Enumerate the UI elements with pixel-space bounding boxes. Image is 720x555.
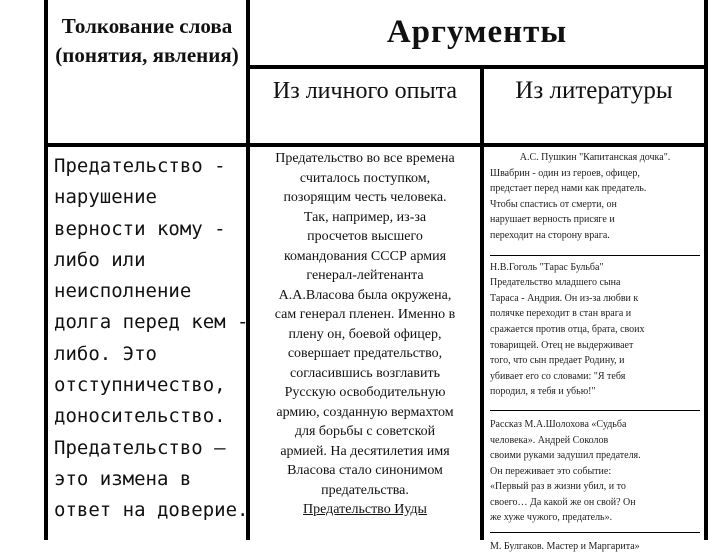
personal-line: армию, созданную вермахтом	[276, 404, 454, 420]
literature-cell	[484, 147, 704, 553]
definition-line: верности кому -	[54, 217, 226, 240]
literature-line: породил, я тебя и убью!"	[490, 386, 596, 398]
definition-line: доносительство.	[54, 405, 226, 428]
literature-line: переходит на сторону врага.	[490, 229, 610, 241]
definition-line: либо. Это	[54, 342, 157, 365]
personal-line: совершает предательство,	[287, 346, 443, 361]
personal-line: Предательство Иуды	[303, 502, 427, 517]
literature-line: сражается против отца, брата, своих	[490, 323, 645, 335]
personal-line: позорящим честь человека.	[283, 190, 447, 205]
literature-block-bulgakov	[490, 532, 700, 555]
definition-line: либо или	[54, 248, 146, 271]
definition-line: неисполнение	[54, 280, 192, 303]
personal-line: сам генерал пленен. Именно в	[274, 307, 456, 322]
literature-line: «Первый раз в жизни убил, и то	[490, 481, 626, 493]
definition-header: Толкование слова (понятия, явления)	[48, 0, 246, 143]
literature-block-pushkin	[490, 150, 700, 244]
personal-experience-cell	[250, 147, 480, 540]
personal-line: генерал-лейтенанта	[306, 268, 424, 283]
literature-line: же хуже чужого, предатель».	[490, 512, 613, 524]
definition-cell	[48, 147, 249, 540]
literature-line: Предательство младшего сына	[490, 277, 621, 289]
personal-line: просчетов высшего	[307, 229, 423, 244]
definition-line: Предательство -	[54, 155, 226, 177]
literature-line: Чтобы спастись от смерти, он	[490, 198, 617, 210]
personal-line: Так, например, из-за	[303, 209, 427, 225]
personal-line: Власова стало синонимом	[287, 463, 443, 478]
definition-line: долга перед кем -	[54, 311, 249, 334]
definition-line: отступничество,	[54, 374, 226, 397]
literature-line: человека». Андрей Соколов	[490, 434, 609, 446]
literature-line: А.С. Пушкин "Капитанская дочка".	[519, 152, 671, 163]
literature-line: М. Булгаков. Мастер и Маргарита»	[490, 541, 640, 553]
personal-line: Русскую освободительную	[284, 385, 446, 400]
literature-line: своего… Да какой же он свой? Он	[490, 496, 636, 508]
literature-line: убивает его со словами: "Я тебя	[490, 370, 626, 382]
personal-line: Предательство во все времена	[275, 151, 455, 166]
literature-line: Швабрин - один из героев, офицер,	[490, 167, 640, 179]
arguments-table	[44, 0, 708, 553]
literature-block-gogol	[490, 255, 700, 400]
literature-line: своими руками задушил предателя.	[490, 450, 641, 462]
personal-experience-header: Из личного опыта	[250, 69, 480, 143]
personal-line: армией. На десятилетия имя	[280, 443, 450, 459]
literature-line: Он переживает это событие:	[490, 465, 612, 477]
personal-line: для борьбы с советской	[294, 424, 436, 439]
arguments-header: Аргументы	[250, 0, 704, 65]
personal-line: предательства.	[321, 482, 409, 498]
personal-line: согласившись возглавить	[289, 365, 440, 381]
definition-line: ответ на доверие.	[54, 499, 249, 522]
personal-line: командования СССР армия	[283, 248, 447, 264]
definition-line: Предательство –	[54, 436, 226, 459]
definition-line: это измена в	[54, 467, 192, 490]
literature-line: полячке переходит в стан врага и	[490, 308, 632, 320]
personal-line: А.А.Власова была окружена,	[278, 287, 452, 303]
personal-line: плену он, боевой офицер,	[288, 326, 442, 342]
literature-line: товарищей. Отец не выдерживает	[490, 339, 634, 351]
literature-line: Тараса - Андрия. Он из-за любви к	[490, 292, 639, 304]
literature-line: Рассказ М.А.Шолохова «Судьба	[490, 418, 627, 430]
literature-header: Из литературы	[484, 69, 704, 143]
literature-line: предстает перед нами как предатель.	[490, 183, 647, 195]
literature-line: Н.В.Гоголь "Тарас Бульба"	[490, 261, 604, 273]
literature-line: того, что сын предает Родину, и	[490, 355, 625, 367]
personal-line: считалось поступком,	[299, 170, 431, 186]
definition-line: нарушение	[54, 186, 157, 209]
literature-block-sholokhov	[490, 410, 700, 526]
literature-line: нарушает верность присяге и	[490, 214, 615, 226]
